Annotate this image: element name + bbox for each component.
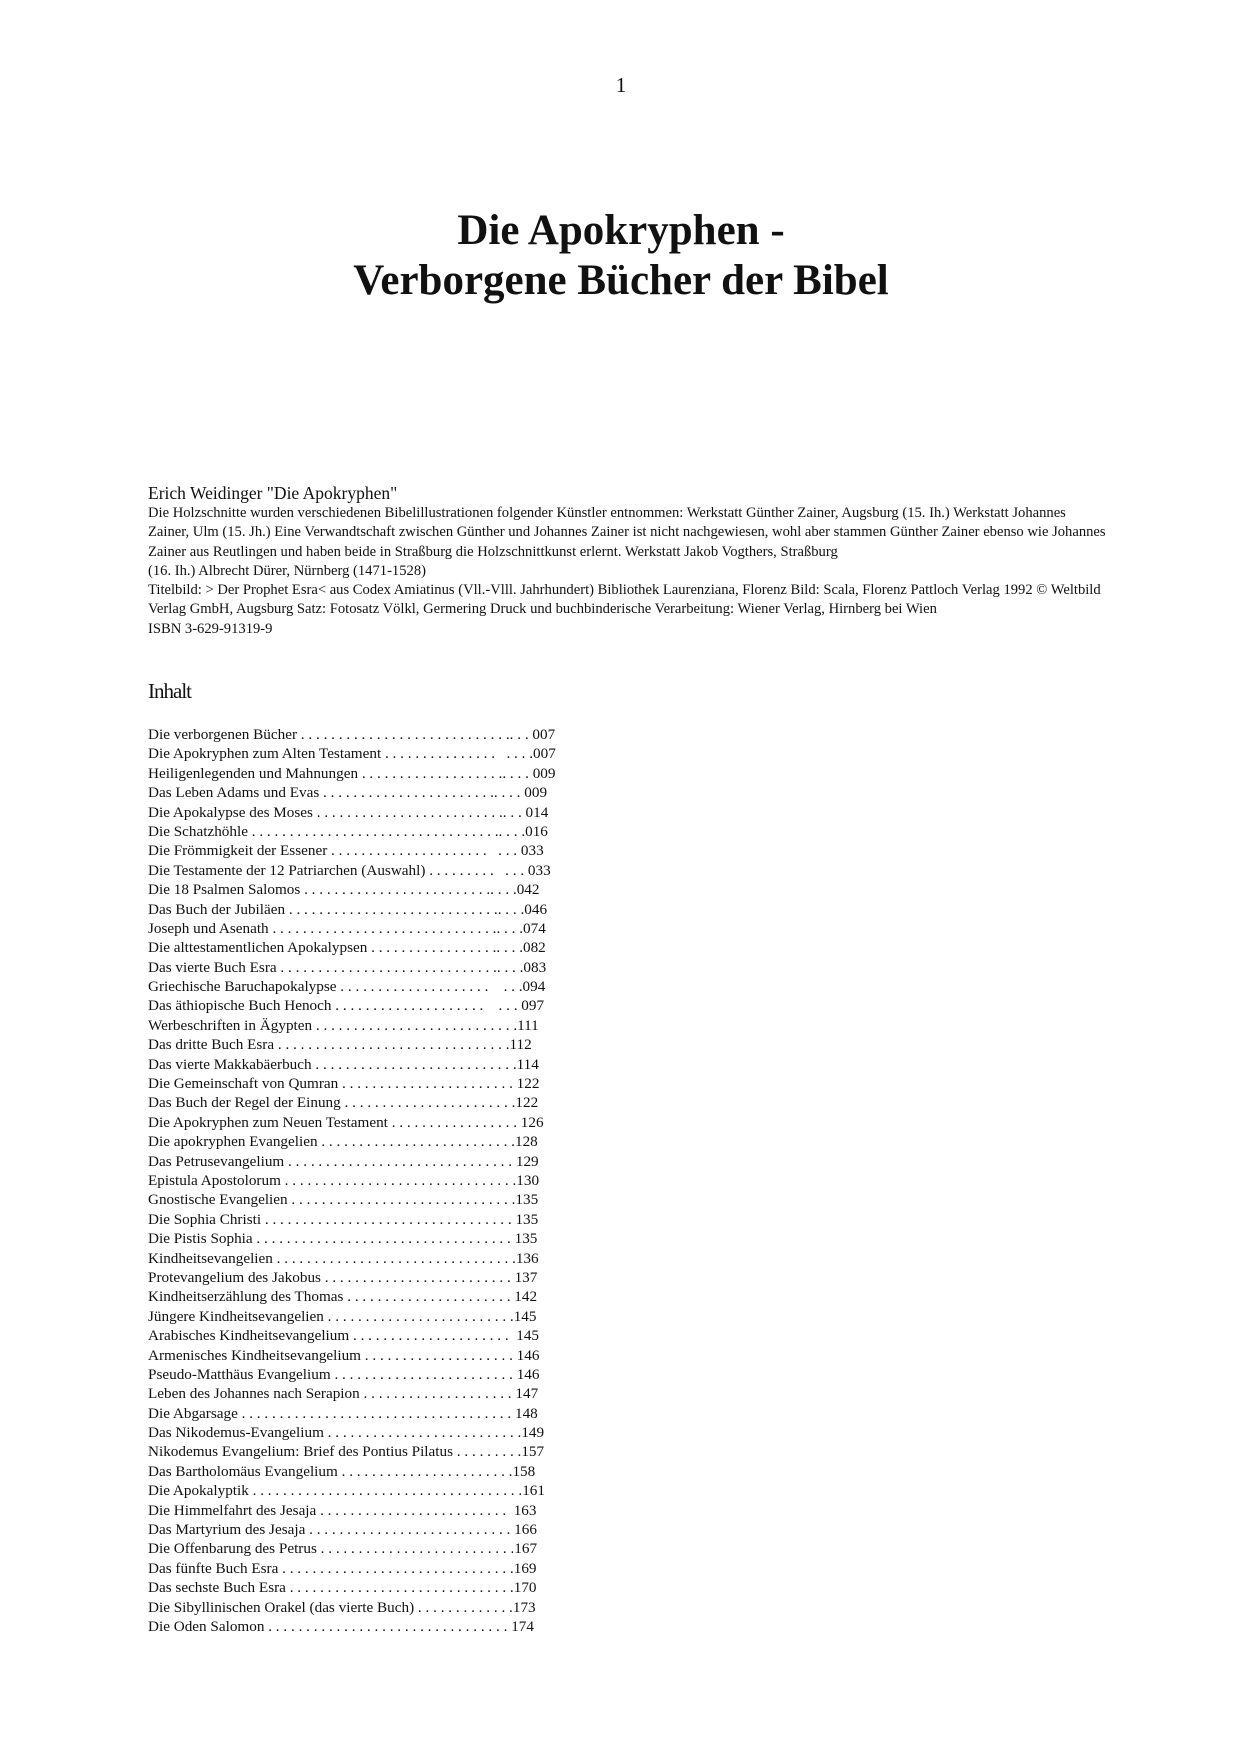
toc-heading: Inhalt xyxy=(148,679,191,703)
toc-entry: Das Bartholomäus Evangelium . . . . . . . . . . . . . . . . . . . . . . .158 xyxy=(148,1462,536,1480)
title-line-2: Verborgene Bücher der Bibel xyxy=(353,257,889,304)
toc-entry: Das fünfte Buch Esra . . . . . . . . . . . . . . . . . . . . . . . . . . . . . . .169 xyxy=(148,1559,537,1577)
isbn: ISBN 3-629-91319-9 xyxy=(148,620,273,637)
toc-entry: Die Himmelfahrt des Jesaja . . . . . . . . . . . . . . . . . . . . . . . . . 163 xyxy=(148,1501,537,1519)
toc-entry: Die Offenbarung des Petrus . . . . . . . . . . . . . . . . . . . . . . . . . .167 xyxy=(148,1540,538,1558)
page-number: 1 xyxy=(615,73,627,97)
toc-entry: Das Leben Adams und Evas . . . . . . . . . . . . . . . . . . . . . . .. . . . 009 xyxy=(148,784,548,802)
toc-entry: Die Testamente der 12 Patriarchen (Auswahl) . . . . . . . . . . . . 033 xyxy=(148,861,551,879)
woodcut-credits-continued: (16. Ih.) Albrecht Dürer, Nürnberg (1471-1528) xyxy=(148,562,426,579)
toc-entry: Das Nikodemus-Evangelium . . . . . . . . . . . . . . . . . . . . . . . . . .149 xyxy=(148,1424,545,1442)
toc-entry: Die Schatzhöhle . . . . . . . . . . . . . . . . . . . . . . . . . . . . . . . . .. . . .016 xyxy=(148,822,548,840)
toc-entry: Die Apokryphen zum Neuen Testament . . . . . . . . . . . . . . . . . 126 xyxy=(148,1113,544,1131)
toc-entry: Joseph und Asenath . . . . . . . . . . . . . . . . . . . . . . . . . . . . . .. . . .074 xyxy=(148,919,546,937)
woodcut-credits: Die Holzschnitte wurden verschiedenen Bibelillustrationen folgender Künstler entnommen: Werkstatt Günther Zainer, Augsburg (15. Ih.) Werkstatt Johannes Zainer, Ulm (15. Jh.) Eine Verwandtschaft zwischen Günther und Johannes Zainer ist nicht nachgewiesen, wohl aber stammen Günther Zainer ebenso wie Johannes Zainer aus Reutlingen und haben beide in Straßburg die Holzschnittkunst erlernt. Werkstatt Jakob Vogthers, Straßburg xyxy=(148,505,1106,560)
toc-entry: Die Gemeinschaft von Qumran . . . . . . . . . . . . . . . . . . . . . . . 122 xyxy=(148,1075,540,1093)
toc-entry: Das Petrusevangelium . . . . . . . . . . . . . . . . . . . . . . . . . . . . . . 129 xyxy=(148,1152,539,1170)
toc-entry: Heiligenlegenden und Mahnungen . . . . . . . . . . . . . . . . . . .. . . . 009 xyxy=(148,764,556,782)
toc-entry: Die apokryphen Evangelien . . . . . . . . . . . . . . . . . . . . . . . . . .128 xyxy=(148,1133,538,1151)
toc-entry: Jüngere Kindheitsevangelien . . . . . . . . . . . . . . . . . . . . . . . . .145 xyxy=(148,1307,537,1325)
toc-entry: Pseudo-Matthäus Evangelium . . . . . . . . . . . . . . . . . . . . . . . . 146 xyxy=(148,1365,540,1383)
toc-entry: Armenisches Kindheitsevangelium . . . . . . . . . . . . . . . . . . . . 146 xyxy=(148,1346,540,1364)
toc-entry: Die Oden Salomon . . . . . . . . . . . . . . . . . . . . . . . . . . . . . . . . 174 xyxy=(148,1617,534,1635)
toc-entry: Protevangelium des Jakobus . . . . . . . . . . . . . . . . . . . . . . . . . 137 xyxy=(148,1268,538,1286)
toc-entry: Das Martyrium des Jesaja . . . . . . . . . . . . . . . . . . . . . . . . . . . 166 xyxy=(148,1521,537,1539)
toc-entry: Das vierte Makkabäerbuch . . . . . . . . . . . . . . . . . . . . . . . . . . .114 xyxy=(148,1055,539,1073)
toc-entry: Kindheitserzählung des Thomas . . . . . . . . . . . . . . . . . . . . . . 142 xyxy=(148,1288,538,1306)
toc-entry: Das äthiopische Buch Henoch . . . . . . . . . . . . . . . . . . . . . . . 097 xyxy=(148,997,545,1015)
document-title xyxy=(0,206,1242,306)
toc-entry: Die verborgenen Bücher . . . . . . . . . . . . . . . . . . . . . . . . . . . .. . . 007 xyxy=(148,726,556,743)
toc-entry: Leben des Johannes nach Serapion . . . . . . . . . . . . . . . . . . . . 147 xyxy=(148,1385,539,1403)
publisher-credits: Titelbild: > Der Prophet Esra< aus Codex Amiatinus (Vll.-Vlll. Jahrhundert) Bibliothek Laurenziana, Florenz Bild: Scala, Florenz Pattloch Verlag 1992 © Weltbild Verlag GmbH, Augsburg Satz: Fotosatz Völkl, Germering Druck und buchbinderische Verarbeitung: Wiener Verlag, Hirnberg bei Wien xyxy=(148,582,1101,618)
toc-entry: Das Buch der Jubiläen . . . . . . . . . . . . . . . . . . . . . . . . . . . .. . . .046 xyxy=(148,900,548,918)
toc-entry: Arabisches Kindheitsevangelium . . . . . . . . . . . . . . . . . . . . . 145 xyxy=(148,1327,540,1345)
toc-entry: Werbeschriften in Ägypten . . . . . . . . . . . . . . . . . . . . . . . . . . .111 xyxy=(148,1016,539,1034)
imprint-block xyxy=(148,482,1108,639)
toc-entry: Griechische Baruchapokalypse . . . . . . . . . . . . . . . . . . . . . . .094 xyxy=(148,978,546,996)
toc-entry: Die 18 Psalmen Salomos . . . . . . . . . . . . . . . . . . . . . . . . .. . . .042 xyxy=(148,881,540,899)
toc-entry: Die Frömmigkeit der Essener . . . . . . . . . . . . . . . . . . . . . . . . 033 xyxy=(148,842,544,860)
toc-entry: Die Sophia Christi . . . . . . . . . . . . . . . . . . . . . . . . . . . . . . . . . 135 xyxy=(148,1210,539,1228)
toc-entry: Das sechste Buch Esra . . . . . . . . . . . . . . . . . . . . . . . . . . . . . .170 xyxy=(148,1579,537,1597)
toc-entry: Die alttestamentlichen Apokalypsen . . . . . . . . . . . . . . . . .. . . .082 xyxy=(148,939,546,957)
author-line: Erich Weidinger "Die Apokryphen" xyxy=(148,483,398,503)
toc-entry: Gnostische Evangelien . . . . . . . . . . . . . . . . . . . . . . . . . . . . . .135 xyxy=(148,1191,539,1209)
toc-entry: Die Abgarsage . . . . . . . . . . . . . . . . . . . . . . . . . . . . . . . . . . . . 148 xyxy=(148,1404,538,1422)
toc-entry: Die Pistis Sophia . . . . . . . . . . . . . . . . . . . . . . . . . . . . . . . . . . 135 xyxy=(148,1230,538,1248)
toc-entry: Das dritte Buch Esra . . . . . . . . . . . . . . . . . . . . . . . . . . . . . . .112 xyxy=(148,1036,532,1054)
toc-entry: Das vierte Buch Esra . . . . . . . . . . . . . . . . . . . . . . . . . . . . .. . . .083 xyxy=(148,958,547,976)
toc-entry: Die Apokalyptik . . . . . . . . . . . . . . . . . . . . . . . . . . . . . . . . . . . .161 xyxy=(148,1482,545,1500)
toc-entry: Kindheitsevangelien . . . . . . . . . . . . . . . . . . . . . . . . . . . . . . . .136 xyxy=(148,1249,539,1267)
toc-entry: Nikodemus Evangelium: Brief des Pontius Pilatus . . . . . . . . .157 xyxy=(148,1443,545,1461)
title-line-1: Die Apokryphen - xyxy=(457,207,785,254)
table-of-contents xyxy=(148,725,668,1636)
toc-entry: Die Apokryphen zum Alten Testament . . . . . . . . . . . . . . . . . . .007 xyxy=(148,745,556,763)
toc-entry: Die Apokalypse des Moses . . . . . . . . . . . . . . . . . . . . . . . . .. . . 014 xyxy=(148,803,549,821)
toc-entry: Das Buch der Regel der Einung . . . . . . . . . . . . . . . . . . . . . . .122 xyxy=(148,1094,539,1112)
toc-entry: Die Sibyllinischen Orakel (das vierte Buch) . . . . . . . . . . . . .173 xyxy=(148,1598,536,1616)
toc-entry: Epistula Apostolorum . . . . . . . . . . . . . . . . . . . . . . . . . . . . . . .130 xyxy=(148,1171,540,1189)
